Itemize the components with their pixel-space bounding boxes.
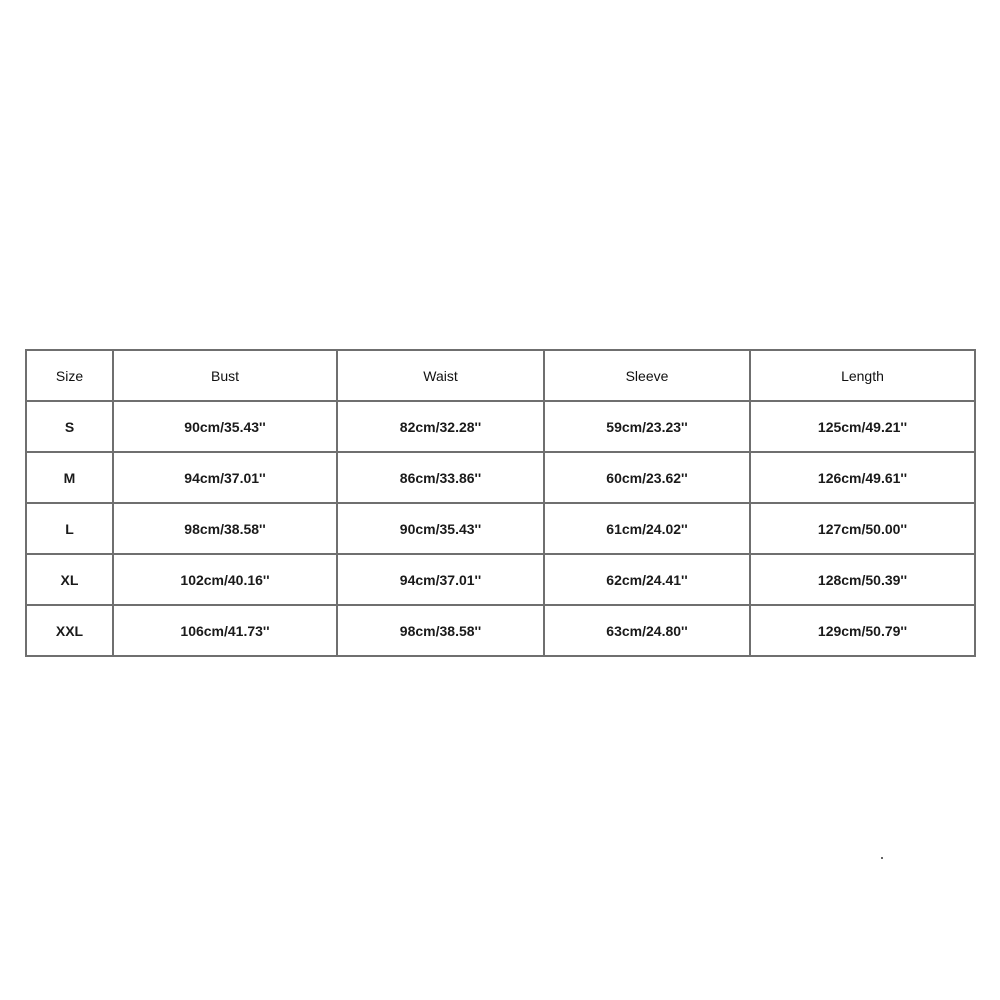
waist-cell: 82cm/32.28'': [337, 401, 544, 452]
header-sleeve: Sleeve: [544, 350, 750, 401]
sleeve-cell: 60cm/23.62'': [544, 452, 750, 503]
bust-cell: 102cm/40.16'': [113, 554, 337, 605]
header-bust: Bust: [113, 350, 337, 401]
size-chart: [25, 349, 974, 650]
waist-cell: 90cm/35.43'': [337, 503, 544, 554]
sleeve-cell: 59cm/23.23'': [544, 401, 750, 452]
table-row: [26, 605, 975, 656]
size-cell: XL: [26, 554, 113, 605]
length-cell: 125cm/49.21'': [750, 401, 975, 452]
length-cell: 127cm/50.00'': [750, 503, 975, 554]
waist-cell: 94cm/37.01'': [337, 554, 544, 605]
stray-dot: [881, 857, 883, 859]
size-cell: M: [26, 452, 113, 503]
size-cell: L: [26, 503, 113, 554]
table-row: [26, 503, 975, 554]
header-row: [26, 350, 975, 401]
bust-cell: 106cm/41.73'': [113, 605, 337, 656]
length-cell: 128cm/50.39'': [750, 554, 975, 605]
table-row: [26, 401, 975, 452]
length-cell: 126cm/49.61'': [750, 452, 975, 503]
waist-cell: 86cm/33.86'': [337, 452, 544, 503]
bust-cell: 94cm/37.01'': [113, 452, 337, 503]
header-length: Length: [750, 350, 975, 401]
size-cell: XXL: [26, 605, 113, 656]
bust-cell: 90cm/35.43'': [113, 401, 337, 452]
sleeve-cell: 62cm/24.41'': [544, 554, 750, 605]
table-row: [26, 452, 975, 503]
waist-cell: 98cm/38.58'': [337, 605, 544, 656]
size-cell: S: [26, 401, 113, 452]
sleeve-cell: 63cm/24.80'': [544, 605, 750, 656]
header-waist: Waist: [337, 350, 544, 401]
size-chart-table: [25, 349, 976, 657]
header-size: Size: [26, 350, 113, 401]
length-cell: 129cm/50.79'': [750, 605, 975, 656]
sleeve-cell: 61cm/24.02'': [544, 503, 750, 554]
bust-cell: 98cm/38.58'': [113, 503, 337, 554]
table-row: [26, 554, 975, 605]
